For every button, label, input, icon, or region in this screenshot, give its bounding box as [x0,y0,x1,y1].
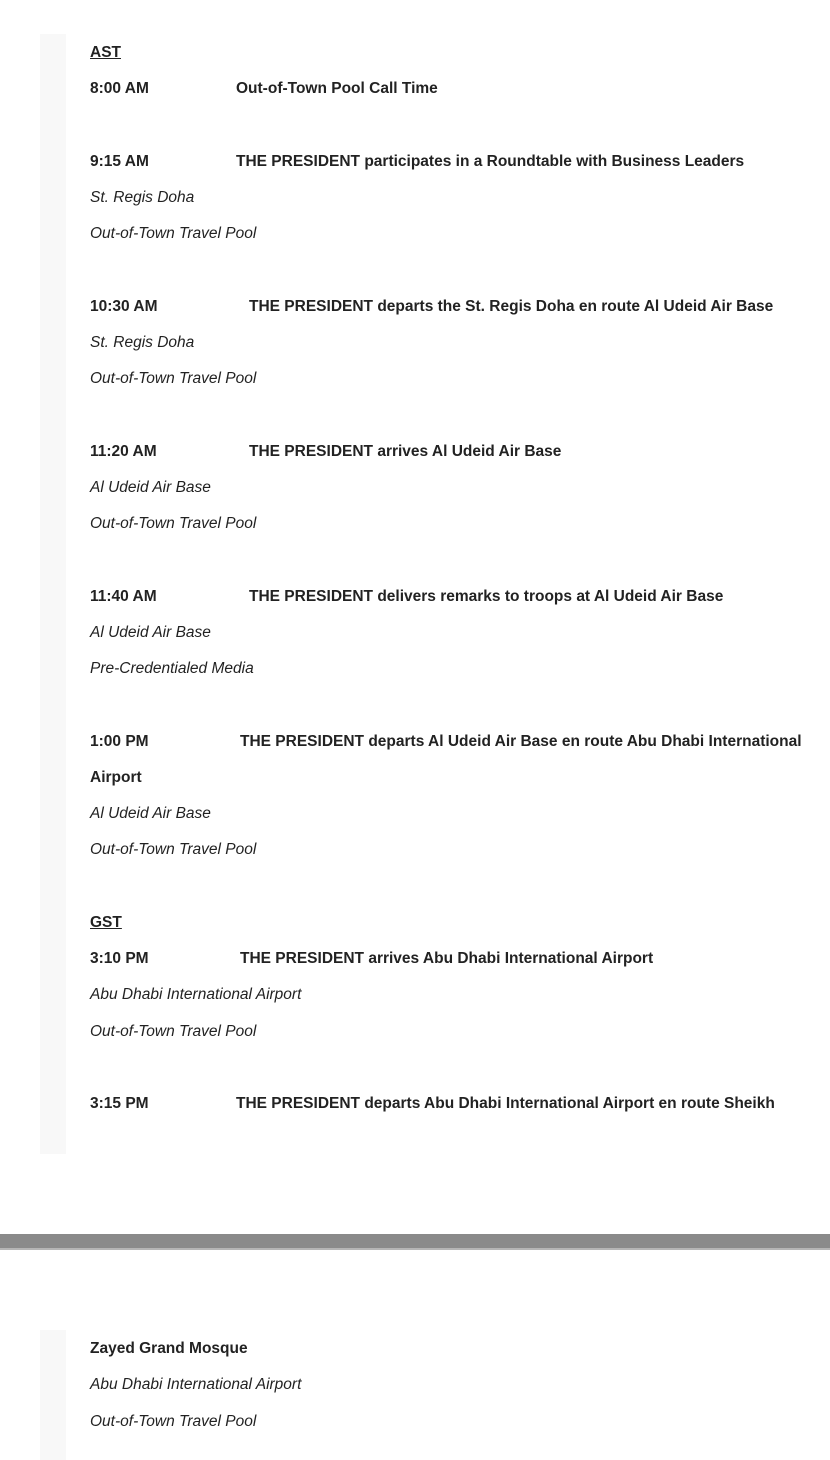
event-location: Abu Dhabi International Airport [90,986,302,1003]
event-title-continued: Zayed Grand Mosque [90,1340,248,1357]
event-coverage: Out-of-Town Travel Pool [90,1023,257,1040]
event-title: THE PRESIDENT arrives Abu Dhabi International Airport [240,950,654,967]
event-title-continued: Airport [90,769,142,786]
event-coverage: Out-of-Town Travel Pool [90,225,257,242]
timezone-heading: GST [90,914,122,931]
event-time: 3:15 PM [90,1095,149,1112]
event-title: THE PRESIDENT departs Abu Dhabi International Airport en route Sheikh [236,1095,775,1112]
event-title: THE PRESIDENT delivers remarks to troops at Al Udeid Air Base [249,588,724,605]
event-coverage: Pre-Credentialed Media [90,660,254,677]
event-time: 8:00 AM [90,80,149,97]
event-location: Al Udeid Air Base [90,479,211,496]
event-coverage: Out-of-Town Travel Pool [90,841,257,858]
event-location: Abu Dhabi International Airport [90,1376,302,1393]
page-gutter [40,34,66,1154]
event-time: 11:40 AM [90,588,157,605]
event-coverage: Out-of-Town Travel Pool [90,370,257,387]
event-title: THE PRESIDENT departs Al Udeid Air Base en route Abu Dhabi International [240,733,802,750]
event-time: 3:10 PM [90,950,149,967]
event-time: 1:00 PM [90,733,149,750]
event-location: St. Regis Doha [90,334,195,351]
event-title: THE PRESIDENT participates in a Roundtable with Business Leaders [236,153,745,170]
event-location: Al Udeid Air Base [90,624,211,641]
page-gutter [40,1330,66,1460]
event-title: THE PRESIDENT arrives Al Udeid Air Base [249,443,562,460]
event-time: 9:15 AM [90,153,149,170]
page-break-divider [0,1234,830,1250]
schedule-page-1 [40,34,830,1154]
event-location: Al Udeid Air Base [90,805,211,822]
event-title: Out-of-Town Pool Call Time [236,80,438,97]
event-time: 11:20 AM [90,443,157,460]
event-coverage: Out-of-Town Travel Pool [90,515,257,532]
event-coverage: Out-of-Town Travel Pool [90,1413,257,1430]
event-location: St. Regis Doha [90,189,195,206]
event-title: THE PRESIDENT departs the St. Regis Doha en route Al Udeid Air Base [249,298,774,315]
timezone-heading: AST [90,44,121,61]
event-time: 10:30 AM [90,298,158,315]
schedule-page-2 [40,1330,830,1460]
